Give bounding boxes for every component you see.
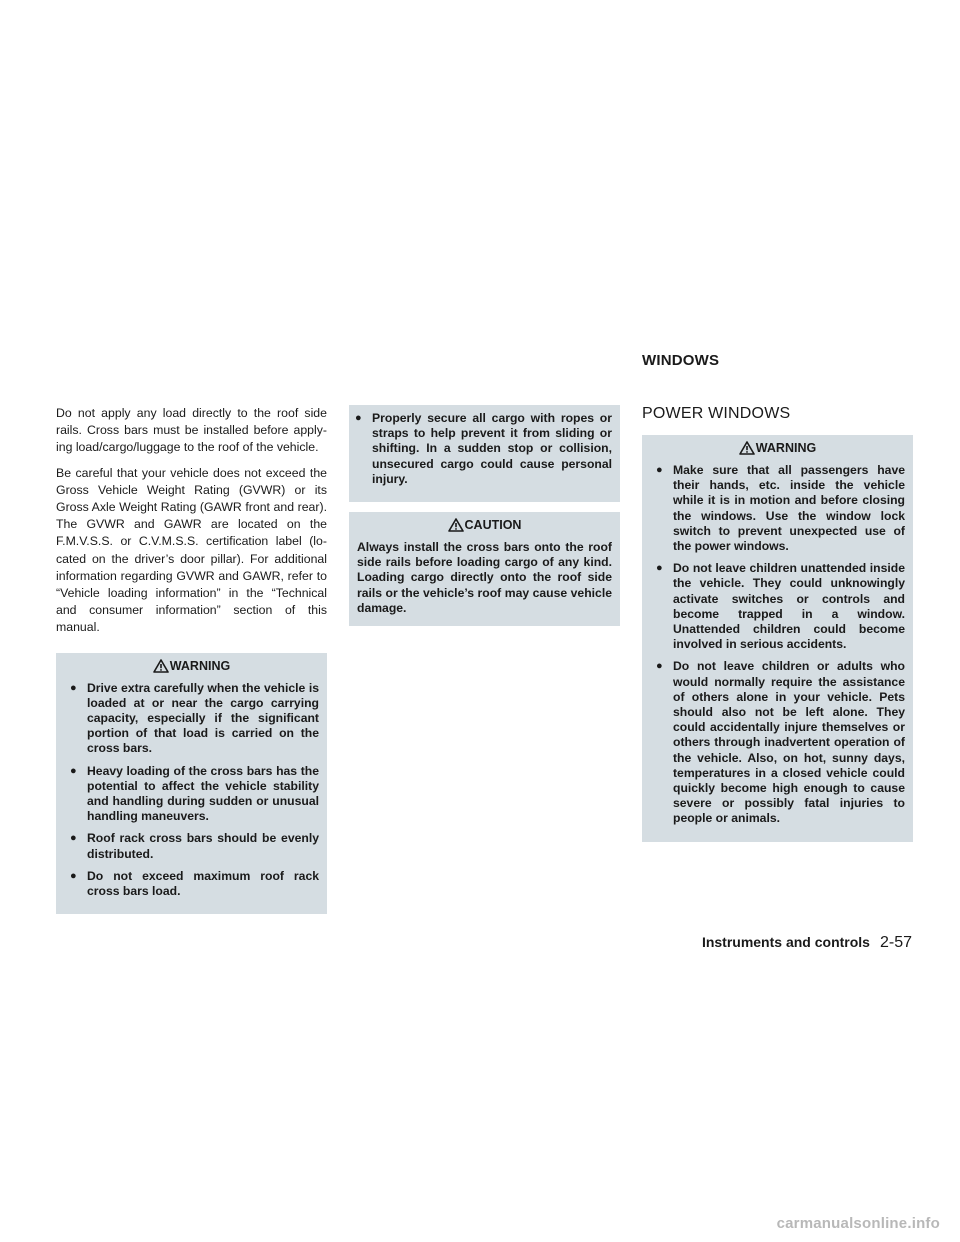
warning-item: ● Heavy loading of the cross bars has the potential to affect the vehicle stability and handling during sudden or unusual handling maneuvers. bbox=[70, 763, 319, 824]
paragraph-gvwr: Be careful that your vehicle does not exceed the Gross Vehicle Weight Rating (GVWR) or its Gross Axle Weight Rating (GAWR front and rear). The GVWR and GAWR are located on the F.M.V.S.S. or C.V.M.S.S. certification label (located on the driver’s door pillar). For additional information regarding GVWR and GAWR, refer to “Vehicle loading information” in the “Technical and consumer information” section of this manual. bbox=[56, 465, 327, 635]
warning-header bbox=[642, 435, 913, 461]
warning-item: ● Properly secure all cargo with ropes or straps to help prevent it from sliding or shifting. In a sudden stop or collision, unsecured cargo could cause personal injury. bbox=[355, 411, 612, 486]
warning-item: ● Do not leave children unattended inside the vehicle. They could unknowingly activate switches or controls and become trapped in a window. Unattended children could become involved in serious accidents. bbox=[656, 561, 905, 652]
warning-triangle-icon bbox=[153, 659, 169, 673]
bullet-icon: ● bbox=[656, 464, 663, 476]
warning-title: WARNING bbox=[755, 441, 817, 455]
warning-title: WARNING bbox=[169, 658, 231, 673]
bullet-icon: ● bbox=[70, 764, 77, 777]
caution-header bbox=[349, 512, 620, 538]
warning-item: ● Drive extra carefully when the vehicle is loaded at or near the cargo carrying capacity, especially if the significant portion of that load is carried on the cross bars. bbox=[70, 680, 319, 756]
caution-text: Always install the cross bars onto the roof side rails before loading cargo of any kind. Loading cargo directly onto the roof side rails or the vehicle’s roof may cause vehicle damage. bbox=[357, 540, 612, 615]
page-footer bbox=[702, 934, 912, 952]
warning-box-roof-rack bbox=[56, 653, 327, 915]
bullet-icon: ● bbox=[656, 660, 663, 673]
bullet-icon: ● bbox=[355, 412, 362, 424]
caution-box bbox=[349, 512, 620, 626]
warning-item: ● Roof rack cross bars should be evenly distributed. bbox=[70, 831, 319, 861]
bullet-icon: ● bbox=[70, 869, 77, 882]
warning-item: ● Do not exceed maximum roof rack cross bars load. bbox=[70, 868, 319, 899]
column-1 bbox=[56, 405, 327, 914]
warning-triangle-icon bbox=[739, 441, 755, 455]
column-3 bbox=[642, 405, 913, 842]
paragraph-roof-rails: Do not apply any load directly to the roof side rails. Cross bars must be installed before applying load/cargo/luggage to the roof of the vehicle. bbox=[56, 406, 327, 455]
warning-box-power-windows bbox=[642, 435, 913, 842]
column-2 bbox=[349, 405, 620, 626]
footer-section-title: Instruments and controls bbox=[701, 934, 870, 950]
page-number: 2-57 bbox=[879, 934, 912, 951]
bullet-icon: ● bbox=[656, 562, 663, 575]
bullet-icon: ● bbox=[70, 832, 77, 845]
warning-triangle-icon bbox=[448, 518, 464, 532]
bullet-icon: ● bbox=[70, 681, 77, 694]
warning-header bbox=[56, 653, 327, 679]
warning-box-continued bbox=[349, 405, 620, 502]
section-title: WINDOWS bbox=[642, 352, 720, 369]
watermark: carmanualsonline.info bbox=[776, 1215, 940, 1232]
warning-item: ● Do not leave children or adults who would normally require the assistance of others alone in your vehicle. Pets should also not be left alone. They could accidentally injure themselves or others through inadvertent operation of the vehicle. Also, on hot, sunny days, temperatures in a closed vehicle could quickly become high enough to cause severe or possibly fatal injuries to people or animals. bbox=[656, 659, 905, 826]
caution-title: CAUTION bbox=[464, 518, 522, 533]
warning-item: ● Make sure that all passengers have their hands, etc. inside the vehicle while it is in motion and before closing the windows. Use the window lock switch to prevent unexpected use of the power windows. bbox=[656, 463, 905, 554]
subsection-title: POWER WINDOWS bbox=[642, 405, 791, 422]
